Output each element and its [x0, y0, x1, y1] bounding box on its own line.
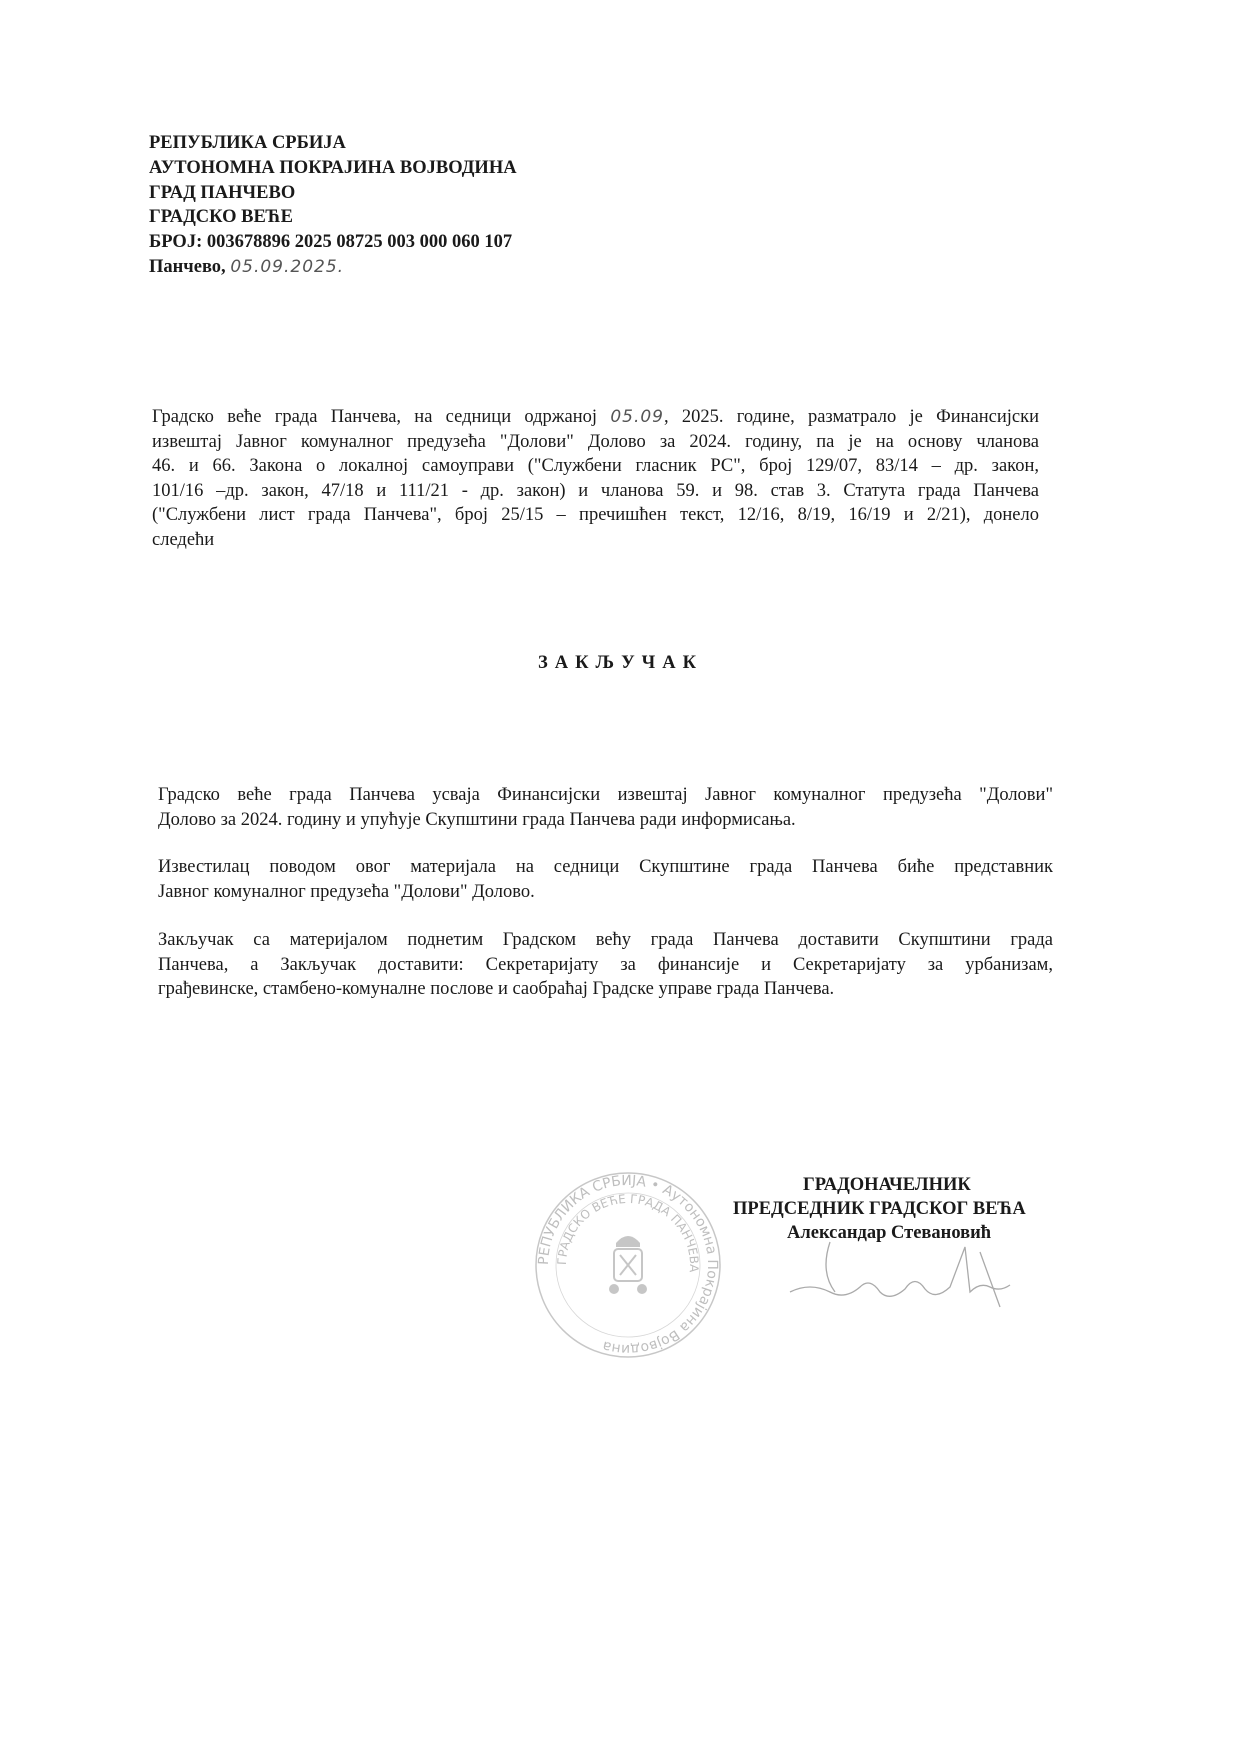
paragraph-line: Јавног комуналног предузећа "Долови" Долово.: [158, 881, 535, 902]
intro-line: 101/16 –др. закон, 47/18 и 111/21 - др. закон) и чланова 59. и 98. став 3. Статута града Панчева: [152, 480, 1039, 501]
intro-line: [152, 405, 1039, 430]
handwritten-date: 05.09.2025.: [230, 256, 345, 277]
intro-line: следећи: [152, 529, 215, 550]
signatory-title-mayor: ГРАДОНАЧЕЛНИК: [803, 1175, 971, 1195]
coat-of-arms-icon: [609, 1236, 647, 1294]
stamp-outer-text: РЕПУБЛИКА СРБИЈА • Аутономна Покрајина Војводина: [535, 1172, 721, 1358]
signatory-name: Александар Стевановић: [787, 1223, 992, 1243]
document-header: [149, 131, 517, 280]
paragraph-line: Известилац поводом овог материјала на седници Скупштине града Панчева биће представник: [158, 857, 1053, 877]
paragraph-line: Градско веће града Панчева усваја Финансијски извештај Јавног комуналног предузећа "Долови": [158, 785, 1053, 805]
place-label: Панчево,: [149, 256, 226, 277]
conclusion-paragraph-1: [158, 783, 1053, 832]
intro-line-end: , 2025. године, разматрало је Финансијски: [664, 407, 1039, 427]
header-place-date: [149, 255, 517, 280]
handwritten-session-date: 05.09: [610, 407, 664, 427]
paragraph-line: грађевинске, стамбено-комуналне послове и саобраћај Градске управе града Панчева.: [158, 979, 835, 1000]
stamp-inner-text: ГРАДСКО ВЕЋЕ ГРАДА ПАНЧЕВА: [554, 1191, 702, 1273]
intro-line: ("Службени лист града Панчева", број 25/15 – пречишћен текст, 12/16, 8/19, 16/19 и 2/21), донело: [152, 505, 1039, 526]
paragraph-line: Панчева, а Закључак доставити: Секретаријату за финансије и Секретаријату за урбанизам,: [158, 954, 1053, 975]
handwritten-signature: [770, 1232, 1070, 1322]
paragraph-line: Закључак са материјалом поднетим Градском већу града Панчева доставити Скупштини града: [158, 930, 1053, 950]
header-city: ГРАД ПАНЧЕВО: [149, 182, 296, 203]
intro-paragraph: [152, 405, 1039, 553]
conclusion-paragraph-3: [158, 928, 1053, 1002]
intro-line-start: Градско веће града Панчева, на седници одржаној: [152, 407, 598, 427]
official-stamp: [528, 1165, 728, 1365]
conclusion-paragraph-2: [158, 855, 1053, 904]
intro-line: 46. и 66. Закона о локалној самоуправи ("Службени гласник РС", број 129/07, 83/14 – др. закон,: [152, 456, 1039, 477]
header-council: ГРАДСКО ВЕЋЕ: [149, 207, 293, 228]
paragraph-line: Долово за 2024. годину и упућује Скупштини града Панчева ради информисања.: [158, 809, 796, 830]
document-title: ЗАКЉУЧАК: [537, 653, 704, 673]
signatory-title-president: ПРЕДСЕДНИК ГРАДСКОГ ВЕЋА: [733, 1199, 1026, 1219]
header-province: АУТОНОМНА ПОКРАЈИНА ВОЈВОДИНА: [149, 157, 517, 178]
header-number: БРОЈ: 003678896 2025 08725 003 000 060 107: [149, 232, 513, 253]
intro-line: извештај Јавног комуналног предузећа "Долови" Долово за 2024. годину, па је на основу чланова: [152, 431, 1039, 452]
header-country: РЕПУБЛИКА СРБИЈА: [149, 133, 346, 153]
